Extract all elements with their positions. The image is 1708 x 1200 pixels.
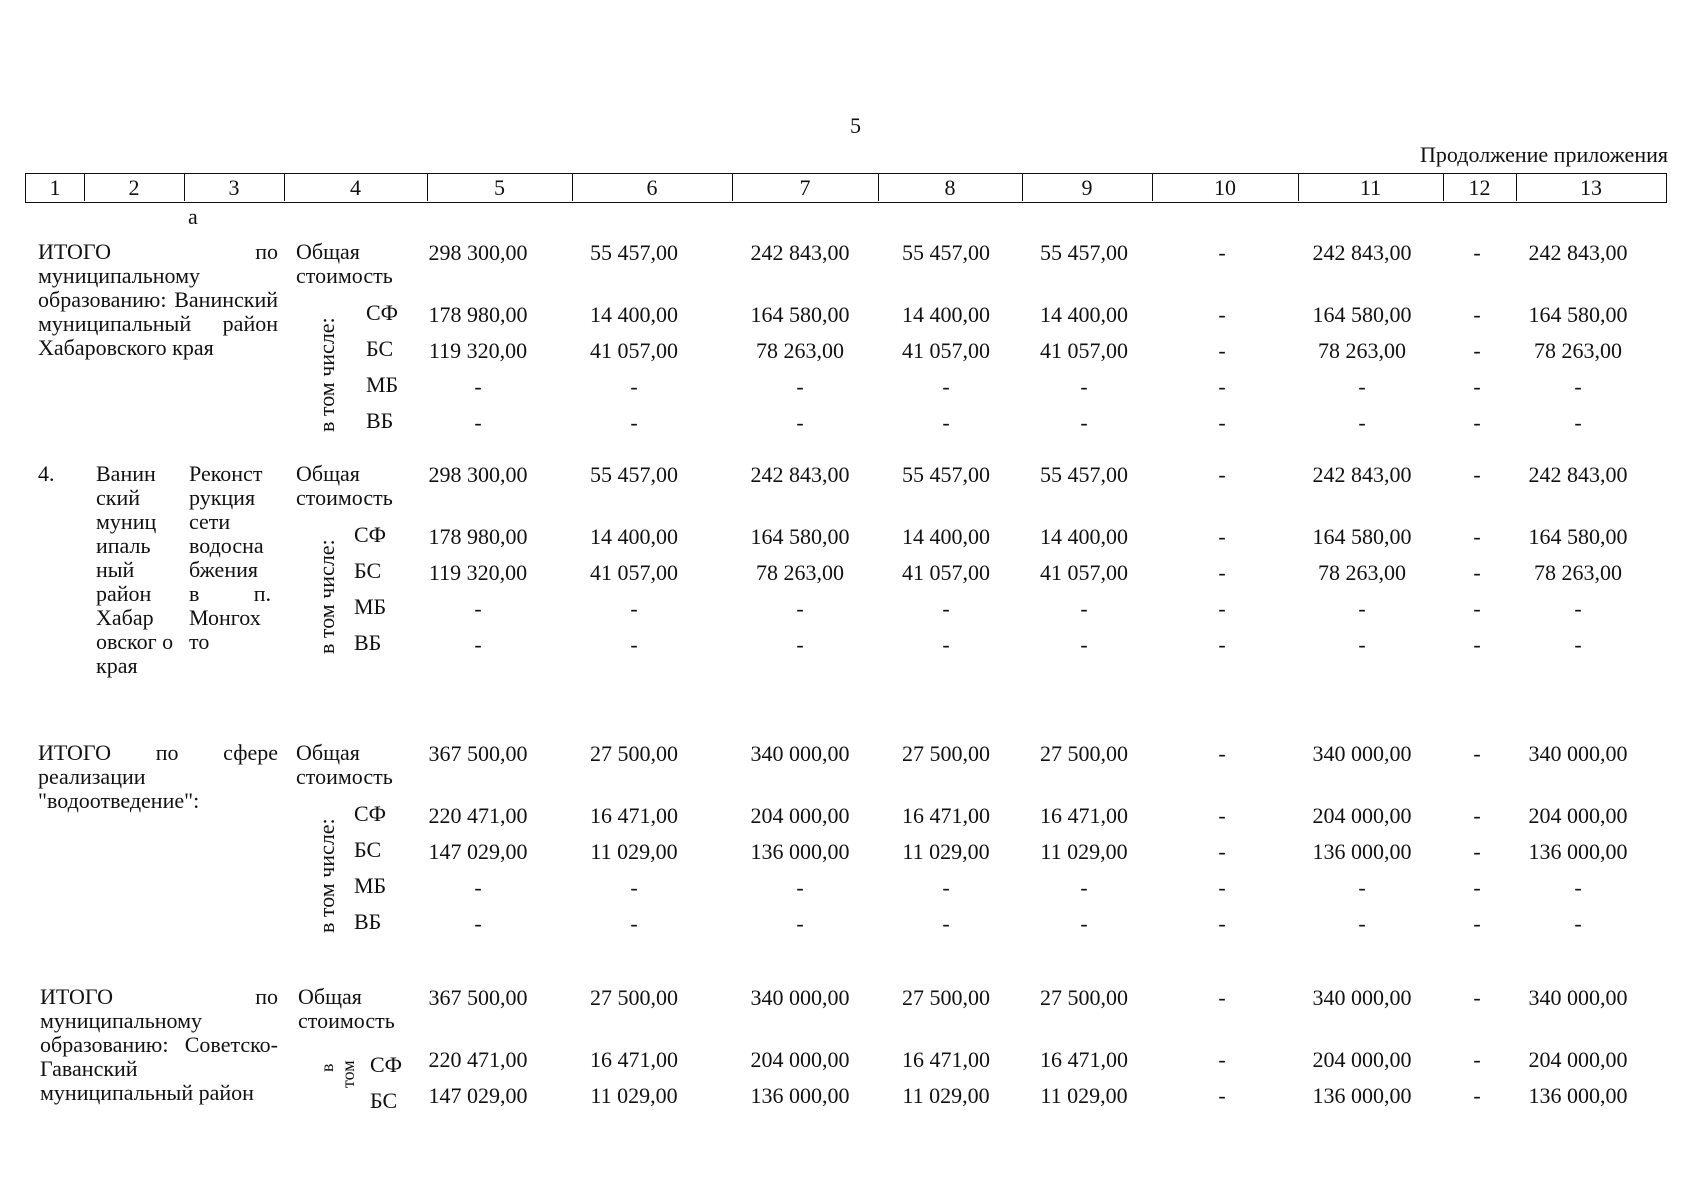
value-cell: - [796,596,804,621]
block-2-row-3-label: МБ [354,873,387,898]
header-col-10: 10 [1214,175,1236,200]
value-cell: 27 500,00 [590,741,678,766]
value-cell: - [1473,302,1481,327]
value-cell: 220 471,00 [428,803,528,828]
value-cell: 14 400,00 [1040,302,1128,327]
value-cell: - [796,632,804,657]
value-cell: 204 000,00 [1312,1047,1412,1072]
block-1-row-3-label: МБ [354,594,387,619]
value-cell: - [630,875,638,900]
value-cell: 11 029,00 [902,839,990,864]
value-cell: 55 457,00 [902,462,990,487]
value-cell: 78 263,00 [1318,560,1406,585]
value-cell: 11 029,00 [1040,1083,1128,1108]
value-cell: - [1218,338,1226,363]
value-cell: - [1574,410,1582,435]
value-cell: 41 057,00 [1040,560,1128,585]
value-cell: - [942,875,950,900]
value-cell: 16 471,00 [902,803,990,828]
value-cell: 41 057,00 [590,338,678,363]
value-cell: - [1473,338,1481,363]
header-col-3: 3 [228,175,240,200]
value-cell: - [630,374,638,399]
block-1-row-4-label: ВБ [354,630,382,655]
value-cell: 164 580,00 [750,524,850,549]
header-sub-letter: а [188,204,198,229]
value-cell: - [1473,741,1481,766]
value-cell: - [796,875,804,900]
block-1-row-2-label: БС [354,558,382,583]
value-cell: 242 843,00 [750,240,850,265]
value-cell: 220 471,00 [428,1047,528,1072]
value-cell: 27 500,00 [902,741,990,766]
value-cell: - [1473,839,1481,864]
value-cell: - [1218,803,1226,828]
header-col-6: 6 [646,175,658,200]
value-cell: - [1358,374,1366,399]
header-col-13: 13 [1580,175,1602,200]
value-cell: - [630,911,638,936]
value-cell: 27 500,00 [1040,741,1128,766]
value-cell: - [1358,596,1366,621]
value-cell: 27 500,00 [590,985,678,1010]
block-3-row-1-label: СФ [370,1052,403,1077]
block-0-row-0-label: Общая стоимость [296,239,393,288]
block-0-sublabel: в том числе: [314,317,339,432]
value-cell: 41 057,00 [1040,338,1128,363]
block-1-number: 4. [38,461,55,486]
value-cell: 147 029,00 [428,839,528,864]
value-cell: 136 000,00 [1528,839,1628,864]
value-cell: 14 400,00 [590,524,678,549]
value-cell: - [1473,1047,1481,1072]
value-cell: 119 320,00 [428,338,528,363]
value-cell: - [1218,1047,1226,1072]
value-cell: - [474,911,482,936]
value-cell: 14 400,00 [590,302,678,327]
value-cell: - [630,632,638,657]
value-cell: 340 000,00 [750,741,850,766]
value-cell: - [1218,1083,1226,1108]
block-0-row-1-label: СФ [366,300,399,325]
block-0-title: ИТОГО по муниципальному образованию: Ванинский муниципальный район Хабаровского края [38,239,278,360]
value-cell: - [1218,596,1226,621]
header-col-1: 1 [49,175,61,200]
header-col-5: 5 [494,175,505,200]
value-cell: 136 000,00 [1528,1083,1628,1108]
header-col-7: 7 [799,175,811,200]
value-cell: 78 263,00 [756,338,844,363]
value-cell: 55 457,00 [1040,462,1128,487]
block-3-sublabel-1: в [317,1063,337,1072]
value-cell: 136 000,00 [1312,1083,1412,1108]
block-3-title: ИТОГО по муниципальному образованию: Советско-Гаванский муниципальный район [40,984,278,1105]
value-cell: - [1473,803,1481,828]
value-cell: - [630,410,638,435]
value-cell: - [1358,911,1366,936]
value-cell: - [796,410,804,435]
page-number: 5 [850,113,861,138]
value-cell: 27 500,00 [1040,985,1128,1010]
value-cell: - [1473,596,1481,621]
value-cell: 340 000,00 [1528,741,1628,766]
value-cell: - [1218,374,1226,399]
value-cell: - [1574,911,1582,936]
block-2-row-4-label: ВБ [354,909,382,934]
header-col-11: 11 [1359,175,1382,200]
table-header [25,173,1667,203]
value-cell: 16 471,00 [1040,1047,1128,1072]
value-cell: 41 057,00 [590,560,678,585]
block-0-row-4-label: ВБ [366,408,394,433]
header-col-12: 12 [1468,175,1491,200]
value-cell: 340 000,00 [1312,985,1412,1010]
value-cell: - [1218,839,1226,864]
value-cell: 204 000,00 [1312,803,1412,828]
value-cell: 164 580,00 [1528,524,1628,549]
value-cell: - [1218,985,1226,1010]
block-2-row-2-label: БС [354,837,382,862]
value-cell: 16 471,00 [1040,803,1128,828]
value-cell: - [1218,302,1226,327]
value-cell: 164 580,00 [750,302,850,327]
block-3-row-2-label: БС [370,1088,398,1113]
value-cell: 298 300,00 [428,240,528,265]
value-cell: - [1358,875,1366,900]
value-cell: - [1473,240,1481,265]
header-col-9: 9 [1081,175,1093,200]
continuation-label: Продолжение приложения [1420,142,1668,167]
value-cell: - [474,632,482,657]
value-cell: - [1473,875,1481,900]
value-cell: 136 000,00 [750,1083,850,1108]
value-cell: 298 300,00 [428,462,528,487]
header-col-2: 2 [128,175,140,200]
value-cell: 16 471,00 [902,1047,990,1072]
block-2-sublabel: в том числе: [314,818,339,933]
value-cell: 11 029,00 [590,839,678,864]
value-cell: 55 457,00 [1040,240,1128,265]
value-cell: 27 500,00 [902,985,990,1010]
value-cell: - [1358,632,1366,657]
value-cell: - [1473,560,1481,585]
value-cell: - [942,596,950,621]
value-cell: - [942,410,950,435]
value-cell: 340 000,00 [1528,985,1628,1010]
value-cell: - [1080,632,1088,657]
value-cell: 242 843,00 [1312,462,1412,487]
value-cell: - [630,596,638,621]
block-2-row-0-label: Общая стоимость [296,740,393,789]
value-cell: - [1473,462,1481,487]
value-cell: - [796,374,804,399]
value-cell: - [1473,374,1481,399]
value-cell: 78 263,00 [756,560,844,585]
block-3-row-0-label: Общая стоимость [298,984,395,1033]
block-2-title: ИТОГО по сфере реализации "водоотведение": [38,740,278,813]
value-cell: 204 000,00 [750,1047,850,1072]
value-cell: 55 457,00 [590,240,678,265]
value-cell: - [1358,410,1366,435]
block-1-row-1-label: СФ [354,522,387,547]
value-cell: - [474,374,482,399]
value-cell: 119 320,00 [428,560,528,585]
value-cell: - [796,911,804,936]
value-cell: - [1080,374,1088,399]
value-cell: - [1473,632,1481,657]
value-cell: - [474,596,482,621]
value-cell: 14 400,00 [902,302,990,327]
value-cell: - [1218,875,1226,900]
value-cell: 204 000,00 [1528,1047,1628,1072]
value-cell: - [1218,560,1226,585]
value-cell: - [1473,410,1481,435]
block-1-object: Реконст рукция сети водосна бжения в п. Монгох то [189,461,271,654]
block-3-sublabel-2: том [338,1060,358,1088]
value-cell: 242 843,00 [1312,240,1412,265]
value-cell: - [1080,596,1088,621]
header-col-4: 4 [350,175,361,200]
value-cell: 204 000,00 [750,803,850,828]
value-cell: - [942,911,950,936]
value-cell: - [1080,875,1088,900]
value-cell: 136 000,00 [750,839,850,864]
block-1-municipality: Ванин ский муниц ипаль ный район Хабар овског о края [96,461,174,678]
value-cell: - [1473,524,1481,549]
value-cell: 16 471,00 [590,803,678,828]
value-cell: - [1218,741,1226,766]
block-2-row-1-label: СФ [354,801,387,826]
value-cell: 340 000,00 [1312,741,1412,766]
value-cell: 16 471,00 [590,1047,678,1072]
header-col-8: 8 [944,175,956,200]
value-cell: 14 400,00 [1040,524,1128,549]
value-cell: 55 457,00 [590,462,678,487]
value-cell: 242 843,00 [1528,240,1628,265]
value-cell: - [1574,632,1582,657]
block-0-row-3-label: МБ [366,372,399,397]
value-cell: 178 980,00 [428,524,528,549]
value-cell: 41 057,00 [902,338,990,363]
block-1-sublabel: в том числе: [314,539,339,654]
value-cell: 242 843,00 [750,462,850,487]
value-cell: 41 057,00 [902,560,990,585]
value-cell: 11 029,00 [902,1083,990,1108]
value-cell: 78 263,00 [1534,560,1622,585]
value-cell: 340 000,00 [750,985,850,1010]
value-cell: 242 843,00 [1528,462,1628,487]
value-cell: - [1574,875,1582,900]
value-cell: 367 500,00 [428,985,528,1010]
value-cell: 11 029,00 [1040,839,1128,864]
value-cell: 164 580,00 [1528,302,1628,327]
value-cell: - [474,410,482,435]
value-cell: 204 000,00 [1528,803,1628,828]
value-cell: - [1218,240,1226,265]
value-cell: - [1218,911,1226,936]
value-cell: 78 263,00 [1318,338,1406,363]
value-cell: - [1080,410,1088,435]
block-1-row-0-label: Общая стоимость [296,461,393,510]
value-cell: 55 457,00 [902,240,990,265]
value-cell: 178 980,00 [428,302,528,327]
value-cell: - [1218,462,1226,487]
value-cell: 136 000,00 [1312,839,1412,864]
value-cell: - [1473,911,1481,936]
value-cell: 164 580,00 [1312,302,1412,327]
value-cell: - [1218,632,1226,657]
value-cell: - [1574,596,1582,621]
value-cell: - [1473,985,1481,1010]
value-cell: - [1574,374,1582,399]
value-cell: - [1218,524,1226,549]
value-cell: - [942,374,950,399]
value-cell: 367 500,00 [428,741,528,766]
value-cell: 147 029,00 [428,1083,528,1108]
value-cell: 11 029,00 [590,1083,678,1108]
value-cell: 164 580,00 [1312,524,1412,549]
value-cell: - [942,632,950,657]
value-cell: - [1080,911,1088,936]
value-cell: - [474,875,482,900]
value-cell: - [1218,410,1226,435]
value-cell: 78 263,00 [1534,338,1622,363]
block-0-row-2-label: БС [366,336,394,361]
value-cell: 14 400,00 [902,524,990,549]
value-cell: - [1473,1083,1481,1108]
